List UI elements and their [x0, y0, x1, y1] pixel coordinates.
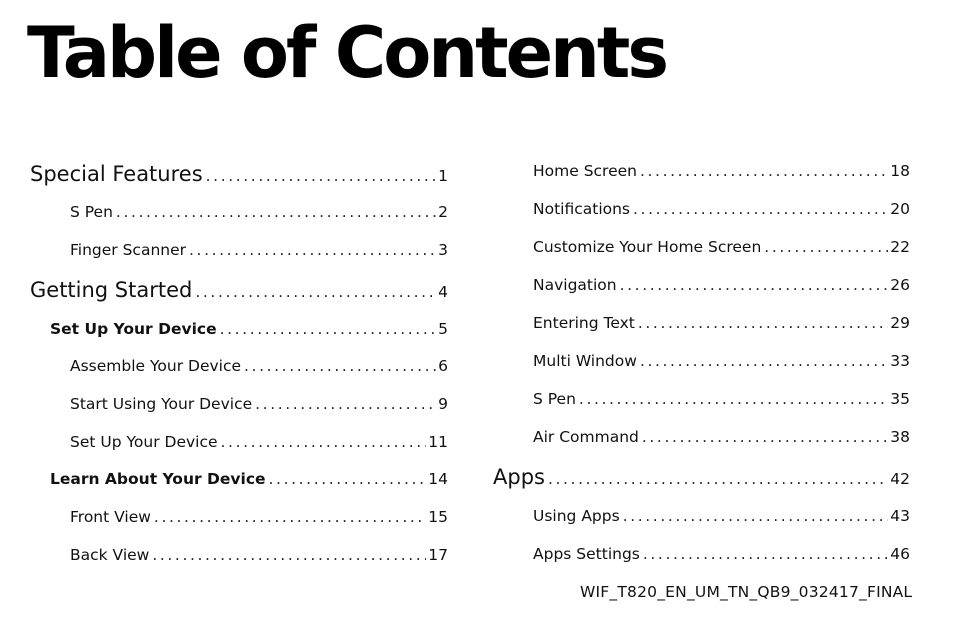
toc-entry-label: Navigation	[533, 276, 617, 294]
toc-entry-page-number: 5	[438, 320, 448, 338]
toc-entry-page-number: 15	[428, 508, 448, 526]
dot-leader	[116, 203, 436, 221]
toc-entry-page-number: 46	[890, 545, 910, 563]
toc-entry-label: Air Command	[533, 428, 639, 446]
dot-leader	[643, 545, 888, 563]
toc-entry-page-number: 42	[890, 470, 910, 488]
dot-leader	[579, 390, 888, 408]
toc-entry-assemble-your-device[interactable]	[70, 357, 448, 375]
toc-entry-label: Entering Text	[533, 314, 635, 332]
toc-entry-page-number: 2	[438, 203, 448, 221]
dot-leader	[221, 433, 427, 451]
toc-entry-using-apps[interactable]	[533, 507, 910, 525]
toc-entry-finger-scanner[interactable]	[70, 241, 448, 259]
toc-entry-entering-text[interactable]	[533, 314, 910, 332]
toc-entry-label: Home Screen	[533, 162, 637, 180]
toc-entry-label: Set Up Your Device	[70, 433, 218, 451]
toc-entry-label: Front View	[70, 508, 151, 526]
dot-leader	[152, 546, 426, 564]
dot-leader	[220, 320, 437, 338]
toc-entry-page-number: 22	[890, 238, 910, 256]
toc-entry-start-using-your-device[interactable]	[70, 395, 448, 413]
dot-leader	[269, 470, 427, 488]
toc-entry-label: Getting Started	[30, 278, 193, 302]
dot-leader	[244, 357, 436, 375]
toc-entry-getting-started[interactable]	[30, 278, 448, 302]
toc-entry-page-number: 1	[438, 167, 448, 185]
toc-entry-label: S Pen	[533, 390, 576, 408]
toc-entry-label: Apps	[493, 465, 545, 489]
dot-leader	[764, 238, 888, 256]
toc-entry-navigation[interactable]	[533, 276, 910, 294]
dot-leader	[640, 162, 888, 180]
toc-entry-back-view[interactable]	[70, 546, 448, 564]
dot-leader	[154, 508, 426, 526]
toc-entry-page-number: 14	[428, 470, 448, 488]
toc-entry-set-up-your-device[interactable]	[50, 320, 448, 338]
toc-entry-page-number: 6	[438, 357, 448, 375]
toc-entry-page-number: 18	[890, 162, 910, 180]
dot-leader	[255, 395, 436, 413]
dot-leader	[189, 241, 436, 259]
dot-leader	[642, 428, 888, 446]
toc-entry-page-number: 17	[428, 546, 448, 564]
toc-entry-page-number: 20	[890, 200, 910, 218]
toc-entry-label: Customize Your Home Screen	[533, 238, 762, 256]
toc-entry-s-pen[interactable]	[533, 390, 910, 408]
toc-entry-page-number: 38	[890, 428, 910, 446]
toc-entry-air-command[interactable]	[533, 428, 910, 446]
dot-leader	[638, 314, 888, 332]
toc-entry-notifications[interactable]	[533, 200, 910, 218]
toc-entry-customize-your-home-screen[interactable]	[533, 238, 910, 256]
toc-entry-label: Back View	[70, 546, 150, 564]
dot-leader	[623, 507, 889, 525]
toc-entry-label: Special Features	[30, 162, 203, 186]
toc-entry-label: Apps Settings	[533, 545, 640, 563]
toc-entry-label: Set Up Your Device	[50, 320, 217, 338]
toc-entry-page-number: 4	[438, 283, 448, 301]
toc-entry-front-view[interactable]	[70, 508, 448, 526]
toc-entry-label: S Pen	[70, 203, 113, 221]
dot-leader	[633, 200, 888, 218]
toc-entry-multi-window[interactable]	[533, 352, 910, 370]
toc-entry-page-number: 9	[438, 395, 448, 413]
toc-entry-page-number: 26	[890, 276, 910, 294]
dot-leader	[206, 167, 436, 185]
toc-entry-set-up-your-device[interactable]	[70, 433, 448, 451]
toc-entry-label: Notifications	[533, 200, 631, 218]
toc-entry-special-features[interactable]	[30, 162, 448, 186]
toc-entry-label: Using Apps	[533, 507, 620, 525]
toc-entry-page-number: 11	[428, 433, 448, 451]
toc-entry-label: Learn About Your Device	[50, 470, 266, 488]
dot-leader	[548, 470, 888, 488]
dot-leader	[620, 276, 889, 294]
toc-entry-apps-settings[interactable]	[533, 545, 910, 563]
toc-entry-page-number: 29	[890, 314, 910, 332]
toc-entry-label: Multi Window	[533, 352, 637, 370]
toc-entry-page-number: 35	[890, 390, 910, 408]
toc-entry-s-pen[interactable]	[70, 203, 448, 221]
toc-entry-label: Start Using Your Device	[70, 395, 253, 413]
dot-leader	[195, 283, 436, 301]
toc-entry-label: Finger Scanner	[70, 241, 187, 259]
page-title: Table of Contents	[27, 12, 667, 94]
dot-leader	[640, 352, 888, 370]
toc-entry-home-screen[interactable]	[533, 162, 910, 180]
toc-entry-label: Assemble Your Device	[70, 357, 242, 375]
toc-entry-apps[interactable]	[493, 465, 910, 489]
toc-entry-page-number: 43	[890, 507, 910, 525]
document-code: WIF_T820_EN_UM_TN_QB9_032417_FINAL	[580, 583, 913, 601]
toc-entry-page-number: 33	[890, 352, 910, 370]
toc-entry-page-number: 3	[438, 241, 448, 259]
toc-entry-learn-about-your-device[interactable]	[50, 470, 448, 488]
